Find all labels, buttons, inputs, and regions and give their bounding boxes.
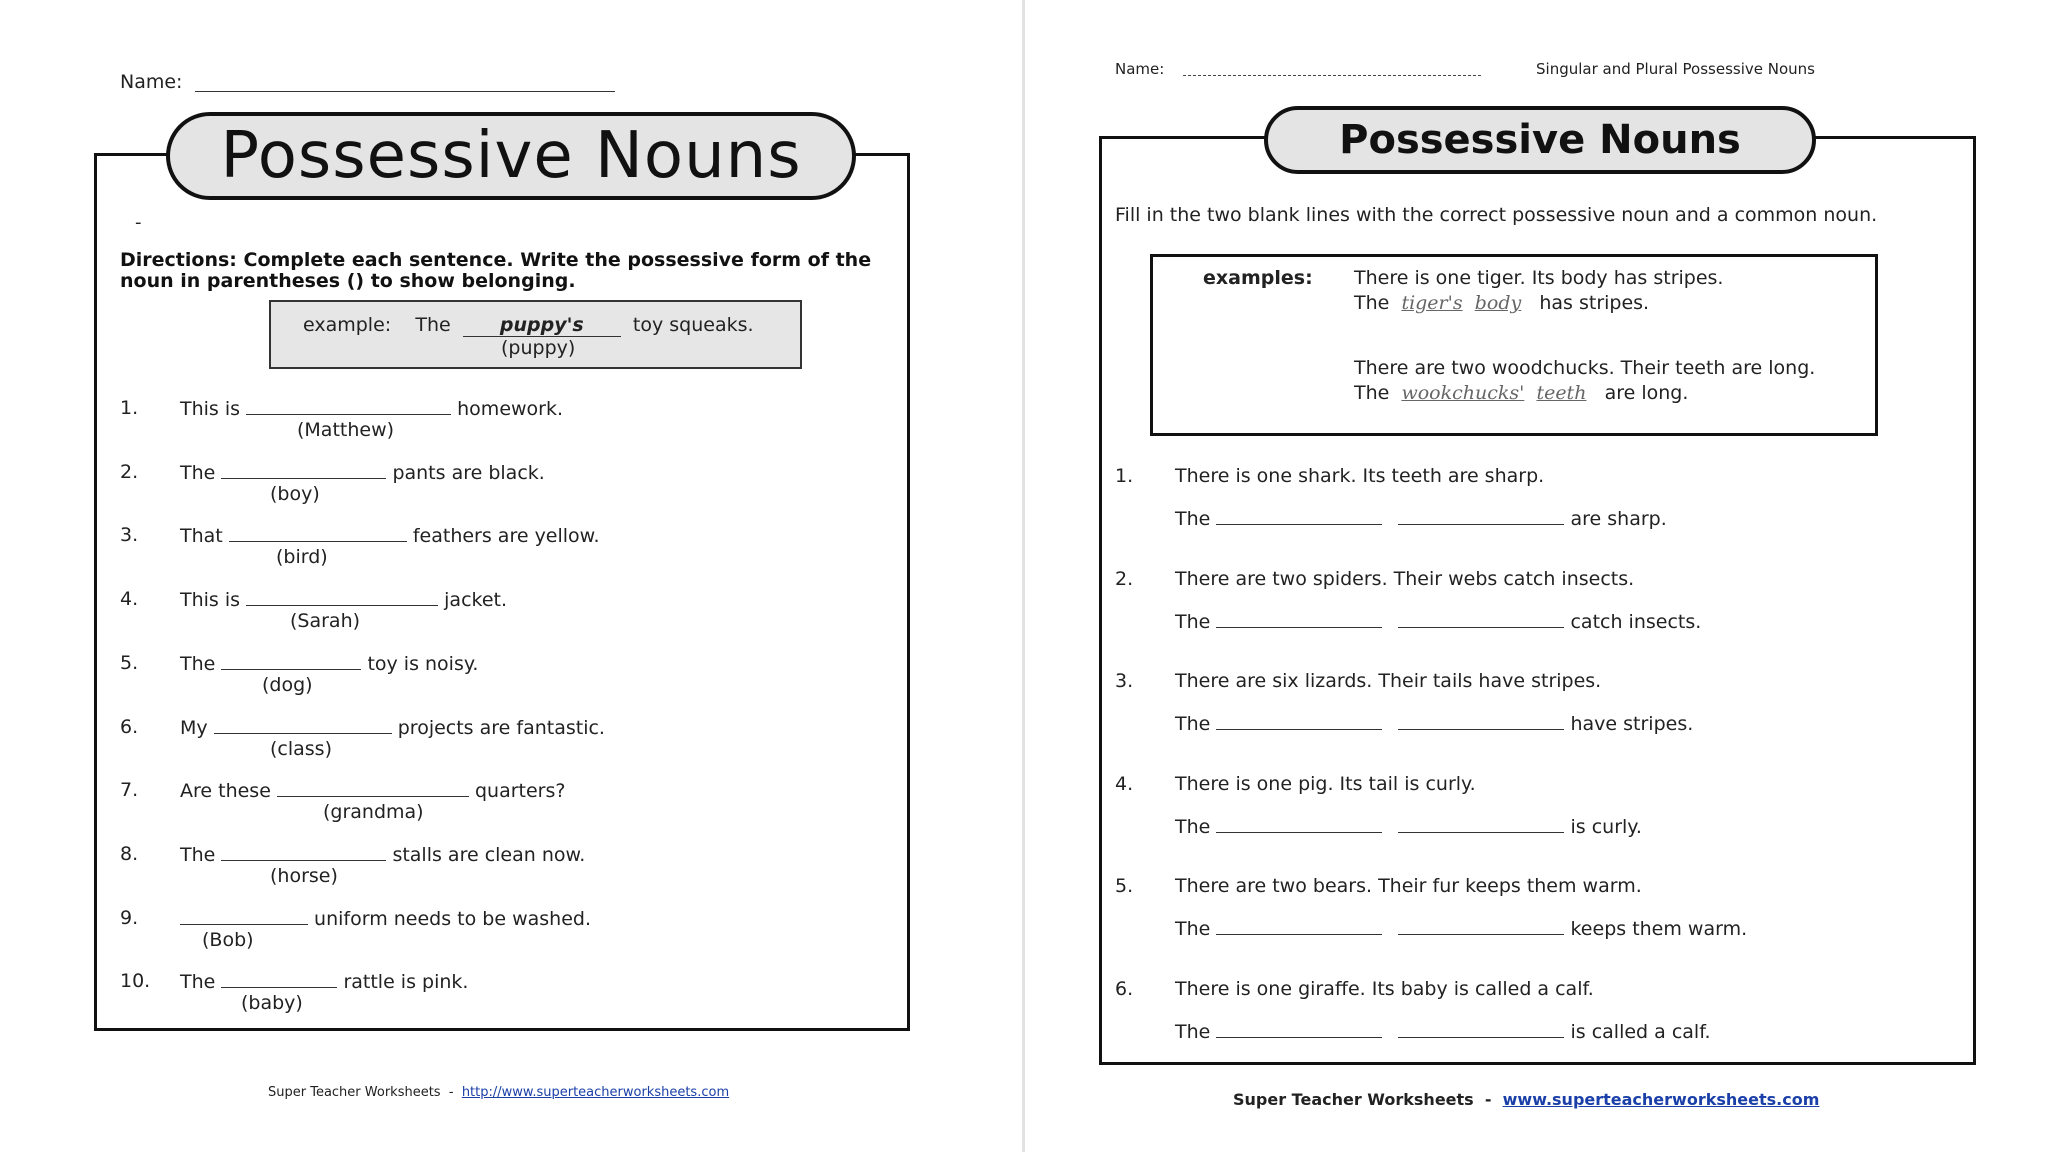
question-sentence	[180, 397, 563, 420]
question-after: toy is noisy.	[367, 652, 479, 675]
footer-brand: Super Teacher Worksheets	[1233, 1090, 1474, 1109]
noun-hint: (grandma)	[323, 801, 424, 824]
example-answer: puppy's	[463, 314, 621, 337]
question-after: jacket.	[444, 589, 508, 612]
noun-blank[interactable]	[1398, 917, 1564, 935]
answer-blank[interactable]	[214, 716, 392, 734]
question-before: The	[180, 843, 216, 866]
noun-blank[interactable]	[1398, 507, 1564, 525]
answer-the: The	[1175, 1021, 1211, 1044]
answer-the: The	[1175, 918, 1211, 941]
answer-row	[1175, 610, 1701, 633]
question-sentence: There are six lizards. Their tails have stripes.	[1175, 670, 1602, 693]
example-2-answer	[1354, 382, 1688, 404]
question-number: 1.	[120, 397, 139, 419]
question-sentence	[180, 652, 478, 675]
example-after: toy squeaks.	[632, 314, 754, 336]
example-2-end: are long.	[1604, 382, 1689, 404]
example-1-possessive: tiger's	[1401, 292, 1463, 314]
example-2-sentence: There are two woodchucks. Their teeth are long.	[1354, 357, 1816, 379]
name-line	[195, 91, 615, 92]
question-number: 2.	[120, 460, 139, 483]
question-number: 4.	[120, 588, 139, 611]
noun-hint: (dog)	[262, 673, 313, 696]
answer-blank[interactable]	[246, 588, 438, 606]
noun-blank[interactable]	[1398, 712, 1564, 730]
answer-blank[interactable]	[221, 461, 386, 479]
answer-end: have stripes.	[1570, 713, 1694, 736]
answer-row	[1175, 712, 1693, 735]
answer-row	[1175, 507, 1667, 530]
worksheet-title: Possessive Nouns	[166, 112, 856, 200]
examples-box	[1150, 254, 1878, 436]
question-number: 7.	[120, 779, 139, 802]
answer-end: catch insects.	[1570, 610, 1702, 633]
question-number: 2.	[1115, 567, 1134, 590]
question-sentence	[180, 843, 585, 866]
header-title: Singular and Plural Possessive Nouns	[1536, 60, 1815, 78]
question-after: homework.	[457, 398, 564, 421]
noun-hint: (Matthew)	[297, 419, 395, 441]
noun-hint: (Bob)	[202, 928, 254, 951]
noun-hint: (class)	[270, 737, 332, 760]
answer-the: The	[1175, 713, 1211, 736]
example-label: example:	[303, 314, 392, 336]
noun-hint: (Sarah)	[290, 610, 361, 633]
noun-hint: (bird)	[276, 546, 328, 569]
question-after: feathers are yellow.	[412, 525, 600, 548]
noun-blank[interactable]	[1398, 815, 1564, 833]
footer-separator: -	[1484, 1090, 1492, 1109]
question-number: 9.	[120, 906, 139, 929]
directions: Directions: Complete each sentence. Write the possessive form of the noun in parentheses () to show belonging.	[120, 249, 872, 292]
answer-the: The	[1175, 610, 1211, 633]
answer-blank[interactable]	[221, 970, 337, 988]
example-before: The	[415, 314, 451, 336]
question-after: rattle is pink.	[343, 971, 469, 994]
question-after: uniform needs to be washed.	[314, 907, 591, 930]
example-2-the: The	[1354, 382, 1390, 404]
question-number: 10.	[120, 970, 151, 993]
question-after: quarters?	[474, 780, 566, 803]
question-number: 6.	[1115, 978, 1134, 1000]
question-sentence	[180, 779, 565, 802]
answer-blank[interactable]	[180, 907, 308, 925]
worksheet-page-left	[0, 0, 1022, 1152]
noun-blank[interactable]	[1398, 1020, 1564, 1038]
question-number: 4.	[1115, 772, 1134, 795]
worksheet-title: Possessive Nouns	[1264, 106, 1816, 174]
question-before: Are these	[180, 780, 271, 803]
question-before: The	[180, 652, 216, 675]
example-2-possessive: wookchucks'	[1401, 382, 1525, 404]
instructions: Fill in the two blank lines with the correct possessive noun and a common noun.	[1115, 204, 1878, 226]
footer	[1233, 1090, 1819, 1109]
page-divider	[1022, 0, 1025, 1152]
question-sentence	[180, 588, 507, 611]
question-after: projects are fantastic.	[397, 716, 605, 739]
example-2-noun: teeth	[1536, 382, 1587, 404]
example-1-answer	[1354, 292, 1649, 314]
answer-blank[interactable]	[221, 652, 361, 670]
question-before: That	[180, 525, 223, 548]
footer-brand: Super Teacher Worksheets	[268, 1085, 441, 1100]
possessive-blank[interactable]	[1216, 507, 1382, 525]
possessive-blank[interactable]	[1216, 917, 1382, 935]
answer-the: The	[1175, 815, 1211, 838]
possessive-blank[interactable]	[1216, 610, 1382, 628]
example-hint: (puppy)	[501, 337, 576, 359]
answer-row	[1175, 1020, 1711, 1043]
footer	[268, 1085, 729, 1100]
name-label: Name:	[120, 71, 183, 93]
possessive-blank[interactable]	[1216, 712, 1382, 730]
noun-hint: (baby)	[241, 992, 303, 1015]
question-before: My	[180, 716, 208, 739]
name-line	[1183, 75, 1481, 76]
question-number: 5.	[120, 651, 139, 674]
answer-blank[interactable]	[229, 524, 407, 542]
question-number: 8.	[120, 842, 139, 865]
noun-blank[interactable]	[1398, 610, 1564, 628]
example-box	[269, 300, 802, 369]
question-sentence: There is one pig. Its tail is curly.	[1175, 772, 1476, 795]
question-number: 1.	[1115, 465, 1134, 487]
question-before: The	[180, 461, 216, 484]
question-before: This is	[180, 398, 241, 421]
answer-row	[1175, 917, 1747, 940]
question-sentence	[180, 461, 545, 484]
answer-blank[interactable]	[221, 843, 386, 861]
question-after: pants are black.	[392, 461, 545, 484]
question-number: 3.	[120, 524, 139, 547]
question-before: This is	[180, 589, 241, 612]
footer-link[interactable]: www.superteacherworksheets.com	[1502, 1090, 1820, 1109]
question-sentence	[180, 524, 600, 547]
question-number: 3.	[1115, 670, 1134, 693]
noun-hint: (boy)	[270, 482, 320, 505]
example-1-sentence: There is one tiger. Its body has stripes.	[1354, 267, 1724, 289]
question-number: 6.	[120, 715, 139, 738]
question-after: stalls are clean now.	[392, 843, 586, 866]
footer-separator: -	[448, 1085, 454, 1100]
possessive-blank[interactable]	[1216, 1020, 1382, 1038]
footer-link[interactable]: http://www.superteacherworksheets.com	[461, 1085, 730, 1100]
answer-the: The	[1175, 508, 1211, 531]
noun-hint: (horse)	[270, 864, 338, 887]
example-1-end: has stripes.	[1539, 292, 1650, 314]
examples-label: examples:	[1203, 267, 1313, 289]
question-before: The	[180, 971, 216, 994]
example-1-noun: body	[1474, 292, 1522, 314]
answer-row	[1175, 815, 1642, 838]
answer-blank[interactable]	[246, 397, 451, 415]
question-sentence: There are two bears. Their fur keeps them warm.	[1175, 875, 1642, 898]
example-1-the: The	[1354, 292, 1390, 314]
answer-end: is curly.	[1570, 815, 1642, 838]
answer-end: keeps them warm.	[1570, 918, 1748, 941]
question-sentence	[180, 970, 468, 993]
answer-end: are sharp.	[1570, 508, 1667, 531]
question-sentence: There is one shark. Its teeth are sharp.	[1175, 465, 1545, 487]
possessive-blank[interactable]	[1216, 815, 1382, 833]
question-sentence: There are two spiders. Their webs catch insects.	[1175, 567, 1635, 590]
answer-end: is called a calf.	[1570, 1021, 1711, 1044]
question-sentence: There is one giraffe. Its baby is called a calf.	[1175, 978, 1594, 1000]
name-label: Name:	[1115, 60, 1165, 78]
question-number: 5.	[1115, 875, 1134, 898]
question-sentence	[180, 907, 591, 930]
stray-dash: -	[135, 212, 142, 233]
answer-blank[interactable]	[277, 779, 469, 797]
example-sentence	[303, 314, 754, 337]
question-sentence	[180, 716, 605, 739]
